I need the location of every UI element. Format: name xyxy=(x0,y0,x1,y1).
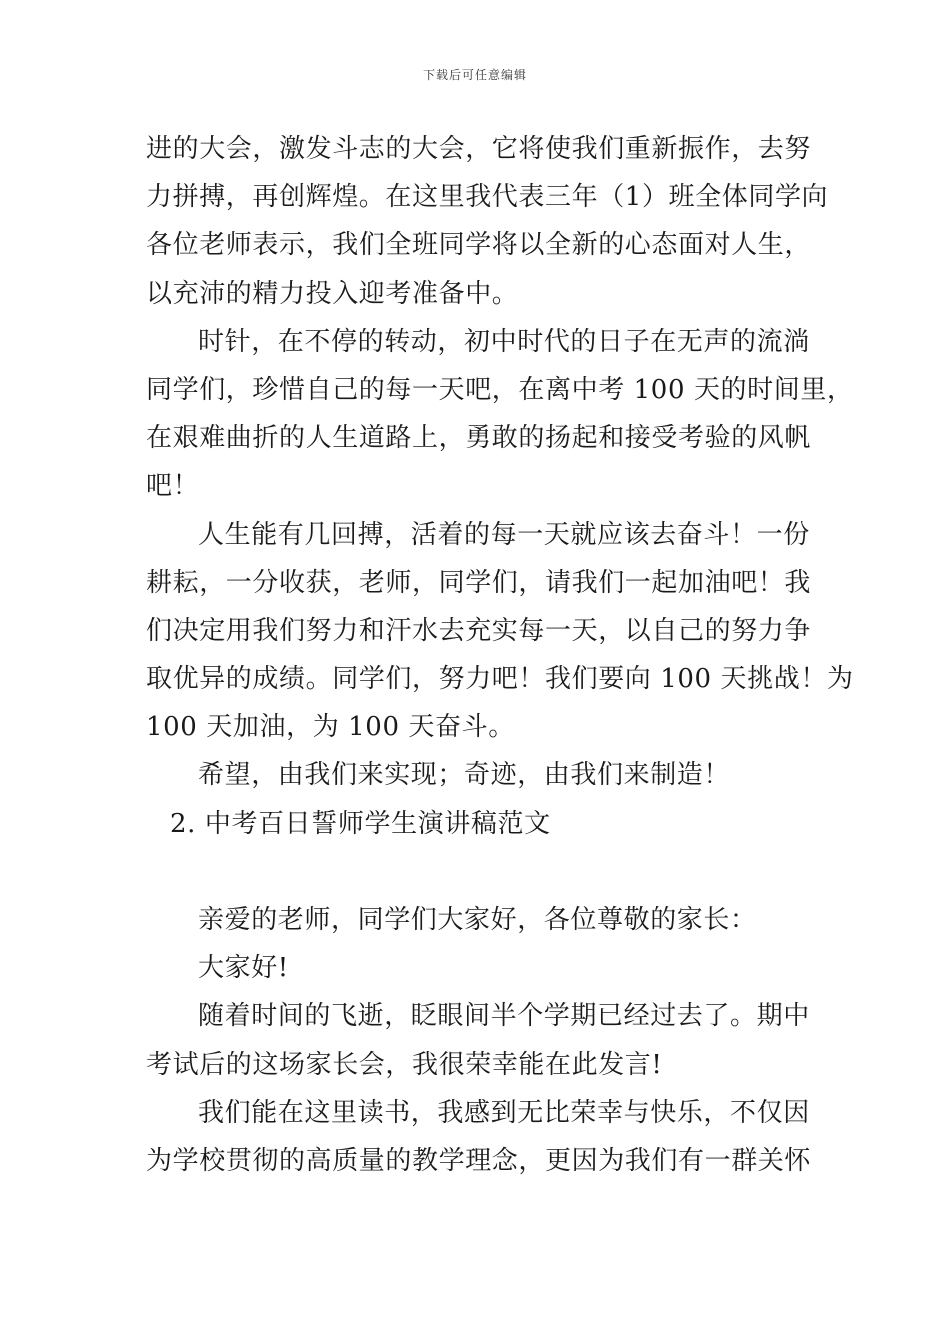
text-line: 以充沛的精力投入迎考准备中。 xyxy=(146,278,519,309)
text-line: 力拼搏，再创辉煌。在这里我代表三年（1）班全体同学向 xyxy=(146,182,829,213)
text-line: 同学们，珍惜自己的每一天吧，在离中考 100 天的时间里， xyxy=(146,374,854,405)
text-line: 亲爱的老师，同学们大家好，各位尊敬的家长： xyxy=(198,905,757,935)
text-line: 大家好! xyxy=(198,953,289,984)
text-line: 我们能在这里读书，我感到无比荣幸与快乐，不仅因 xyxy=(198,1097,810,1128)
text-line: 人生能有几回搏，活着的每一天就应该去奋斗！一份 xyxy=(198,519,810,550)
text-line: 吧！ xyxy=(146,471,200,502)
document-body xyxy=(146,125,854,1185)
text-line: 100 天加油，为 100 天奋斗。 xyxy=(146,712,515,743)
page-header: 下载后可任意编辑 xyxy=(422,68,527,82)
text-line: 希望，由我们来实现；奇迹，由我们来制造！ xyxy=(198,760,731,791)
text-line: 们决定用我们努力和汗水去充实每一天，以自己的努力争 xyxy=(146,615,812,646)
text-line: 随着时间的飞逝，眨眼间半个学期已经过去了。期中 xyxy=(198,1001,810,1032)
section-heading: 2. 中考百日誓师学生演讲稿范文 xyxy=(170,808,551,839)
text-line: 各位老师表示，我们全班同学将以全新的心态面对人生， xyxy=(146,230,812,261)
text-line: 考试后的这场家长会，我很荣幸能在此发言! xyxy=(146,1049,663,1080)
text-line: 取优异的成绩。同学们，努力吧！我们要向 100 天挑战！为 xyxy=(146,664,854,695)
text-line: 在艰难曲折的人生道路上，勇敢的扬起和接受考验的风帆 xyxy=(146,423,812,454)
text-line: 为学校贯彻的高质量的教学理念，更因为我们有一群关怀 xyxy=(146,1145,812,1176)
text-line: 时针，在不停的转动，初中时代的日子在无声的流淌 xyxy=(198,326,810,357)
blank-line xyxy=(146,848,810,896)
text-line: 进的大会，激发斗志的大会，它将使我们重新振作，去努 xyxy=(146,134,812,164)
text-line: 耕耘，一分收获，老师，同学们，请我们一起加油吧！我 xyxy=(146,567,812,598)
